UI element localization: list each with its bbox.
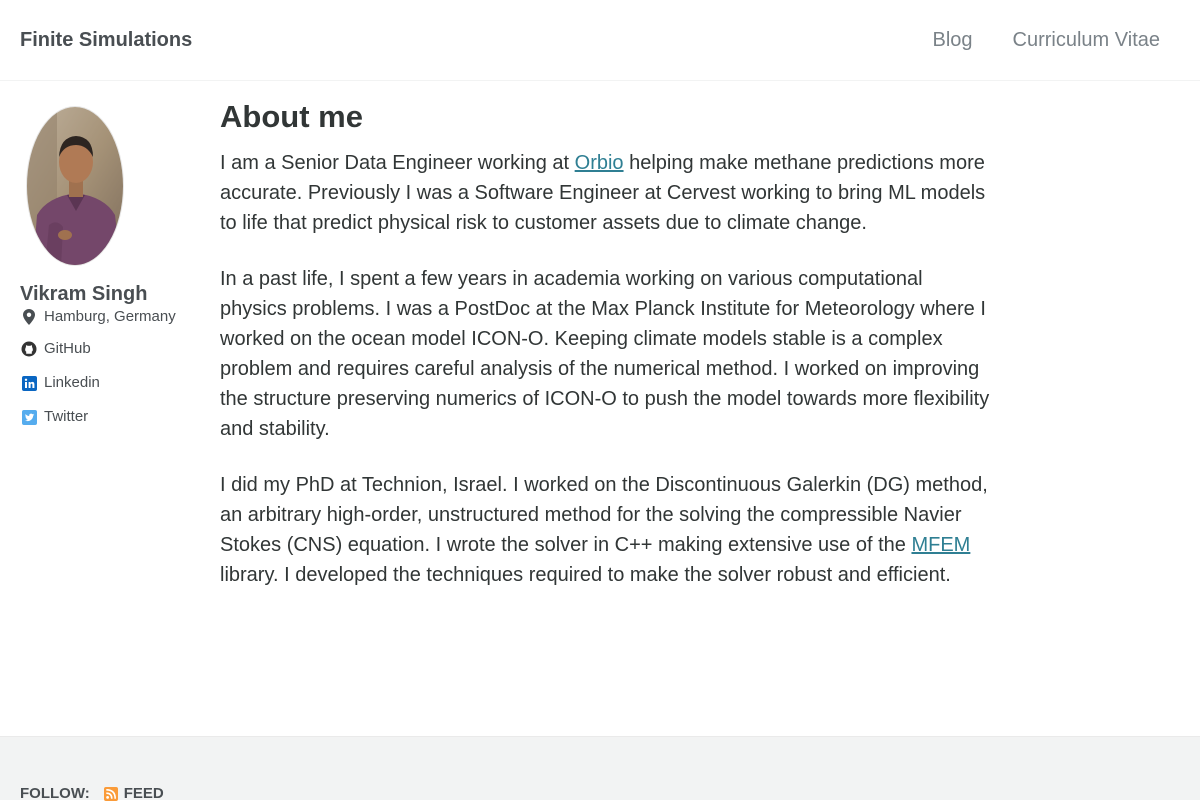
author-link-github-label: GitHub [44,340,91,357]
author-link-linkedin-label: Linkedin [44,374,100,391]
github-icon [20,340,38,358]
paragraph-text: I am a Senior Data Engineer working at [220,152,575,174]
orbio-link[interactable]: Orbio [574,152,624,174]
author-name: Vikram Singh [20,283,148,305]
page-title: About me [220,99,363,134]
paragraph-text: library. I developed the techniques required to make the solver robust and efficient. [220,564,951,586]
main-content [220,98,990,590]
follow-bar [20,785,164,803]
twitter-icon [20,408,38,426]
author-link-twitter-label: Twitter [44,408,89,425]
paragraph-academia: In a past life, I spent a few years in academia working on various computational physics problems. I was a PostDoc at the Max Planck Institute for Meteorology where I worked on the ocean model ICON-O. Keeping climate models stable is a complex problem and requires careful analysis of the numerical method. I worked on improving the structure preserving numerics of ICON-O to push the model towards more flexibility and stability. [220,268,990,440]
feed-link[interactable] [104,785,164,803]
site-title-link[interactable]: Finite Simulations [20,29,193,51]
author-links [20,308,200,426]
top-nav [933,29,1161,51]
rss-icon [104,787,118,801]
author-location-label: Hamburg, Germany [44,308,176,325]
paragraph-text: I did my PhD at Technion, Israel. I worked on the Discontinuous Galerkin (DG) method, an arbitrary high-order, unstructured method for the solving the compressible Navier Stokes (CNS) equation. I wrote the solver in C++ making extensive use of the [220,474,988,556]
author-location [20,308,200,326]
avatar [26,106,124,266]
masthead [0,0,1200,81]
paragraph-current-role [220,148,990,238]
avatar-photo [27,107,124,266]
author-link-linkedin[interactable] [20,374,200,392]
follow-label: FOLLOW: [20,785,90,802]
map-marker-icon [20,308,38,326]
mfem-link[interactable]: MFEM [911,534,971,556]
author-link-twitter[interactable] [20,408,200,426]
linkedin-icon [20,374,38,392]
nav-item-curriculum-vitae[interactable]: Curriculum Vitae [1012,29,1160,51]
paragraph-text: helping make methane predictions more accurate. Previously I was a Software Engineer at Cervest working to bring ML models to life that predict physical risk to customer assets due to climate change. [220,152,986,234]
page-footer [0,736,1200,800]
nav-item-blog[interactable]: Blog [932,29,973,51]
author-link-github[interactable] [20,340,200,358]
paragraph-phd [220,470,990,590]
feed-label: FEED [123,785,164,802]
author-sidebar [20,106,200,442]
